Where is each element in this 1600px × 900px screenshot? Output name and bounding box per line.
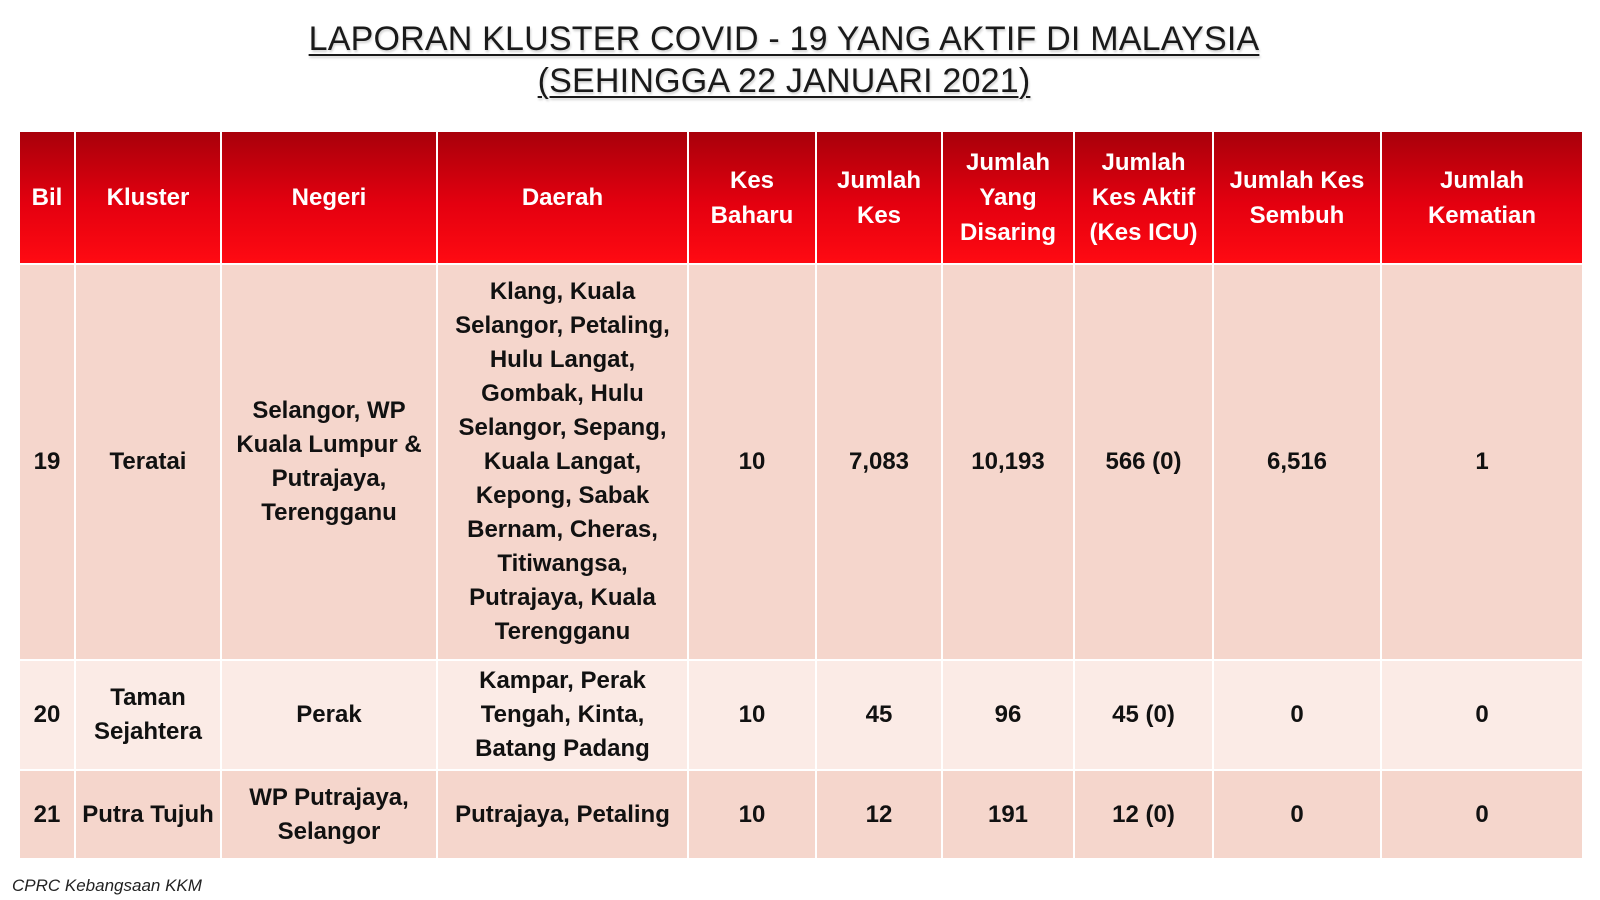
table-header-row bbox=[19, 131, 1583, 264]
header-jumlah-kematian: Jumlah Kematian bbox=[1381, 131, 1583, 264]
title-line-1: LAPORAN KLUSTER COVID - 19 YANG AKTIF DI MALAYSIA bbox=[308, 20, 1260, 58]
cell-jumlah-kes: 12 bbox=[816, 770, 942, 859]
cell-kluster: Putra Tujuh bbox=[75, 770, 221, 859]
cell-jumlah-kes-aktif: 12 (0) bbox=[1074, 770, 1213, 859]
page-title bbox=[0, 18, 1568, 102]
table-row bbox=[19, 264, 1583, 660]
header-jumlah-disaring: Jumlah Yang Disaring bbox=[942, 131, 1074, 264]
cell-jumlah-kes-aktif: 566 (0) bbox=[1074, 264, 1213, 660]
header-kluster: Kluster bbox=[75, 131, 221, 264]
cell-kluster: Teratai bbox=[75, 264, 221, 660]
header-kes-baharu: Kes Baharu bbox=[688, 131, 816, 264]
cluster-table bbox=[18, 130, 1584, 860]
cell-negeri: WP Putrajaya, Selangor bbox=[221, 770, 437, 859]
cell-jumlah-disaring: 96 bbox=[942, 660, 1074, 770]
cell-kes-baharu: 10 bbox=[688, 660, 816, 770]
header-bil: Bil bbox=[19, 131, 75, 264]
cell-kes-baharu: 10 bbox=[688, 264, 816, 660]
cell-kluster: Taman Sejahtera bbox=[75, 660, 221, 770]
cell-bil: 20 bbox=[19, 660, 75, 770]
table-row bbox=[19, 660, 1583, 770]
cell-jumlah-kes: 7,083 bbox=[816, 264, 942, 660]
header-jumlah-kes-aktif: Jumlah Kes Aktif (Kes ICU) bbox=[1074, 131, 1213, 264]
cell-daerah: Putrajaya, Petaling bbox=[437, 770, 688, 859]
cell-jumlah-kes: 45 bbox=[816, 660, 942, 770]
cell-jumlah-kes-sembuh: 0 bbox=[1213, 770, 1381, 859]
cell-jumlah-kematian: 1 bbox=[1381, 264, 1583, 660]
cell-negeri: Perak bbox=[221, 660, 437, 770]
cell-jumlah-kes-sembuh: 0 bbox=[1213, 660, 1381, 770]
cell-jumlah-disaring: 191 bbox=[942, 770, 1074, 859]
cell-bil: 19 bbox=[19, 264, 75, 660]
header-daerah: Daerah bbox=[437, 131, 688, 264]
source-note: CPRC Kebangsaan KKM bbox=[12, 876, 202, 895]
title-line-2: (SEHINGGA 22 JANUARI 2021) bbox=[537, 62, 1031, 100]
header-negeri: Negeri bbox=[221, 131, 437, 264]
table-row bbox=[19, 770, 1583, 859]
cell-kes-baharu: 10 bbox=[688, 770, 816, 859]
cell-jumlah-kes-aktif: 45 (0) bbox=[1074, 660, 1213, 770]
cell-jumlah-kes-sembuh: 6,516 bbox=[1213, 264, 1381, 660]
header-jumlah-kes: Jumlah Kes bbox=[816, 131, 942, 264]
cell-daerah: Kampar, Perak Tengah, Kinta, Batang Padang bbox=[437, 660, 688, 770]
cell-jumlah-kematian: 0 bbox=[1381, 660, 1583, 770]
cell-daerah: Klang, Kuala Selangor, Petaling, Hulu Langat, Gombak, Hulu Selangor, Sepang, Kuala Langat, Kepong, Sabak Bernam, Cheras, Titiwangsa, Putrajaya, Kuala Terengganu bbox=[437, 264, 688, 660]
header-jumlah-kes-sembuh: Jumlah Kes Sembuh bbox=[1213, 131, 1381, 264]
cell-jumlah-disaring: 10,193 bbox=[942, 264, 1074, 660]
cell-jumlah-kematian: 0 bbox=[1381, 770, 1583, 859]
cell-bil: 21 bbox=[19, 770, 75, 859]
cell-negeri: Selangor, WP Kuala Lumpur & Putrajaya, Terengganu bbox=[221, 264, 437, 660]
